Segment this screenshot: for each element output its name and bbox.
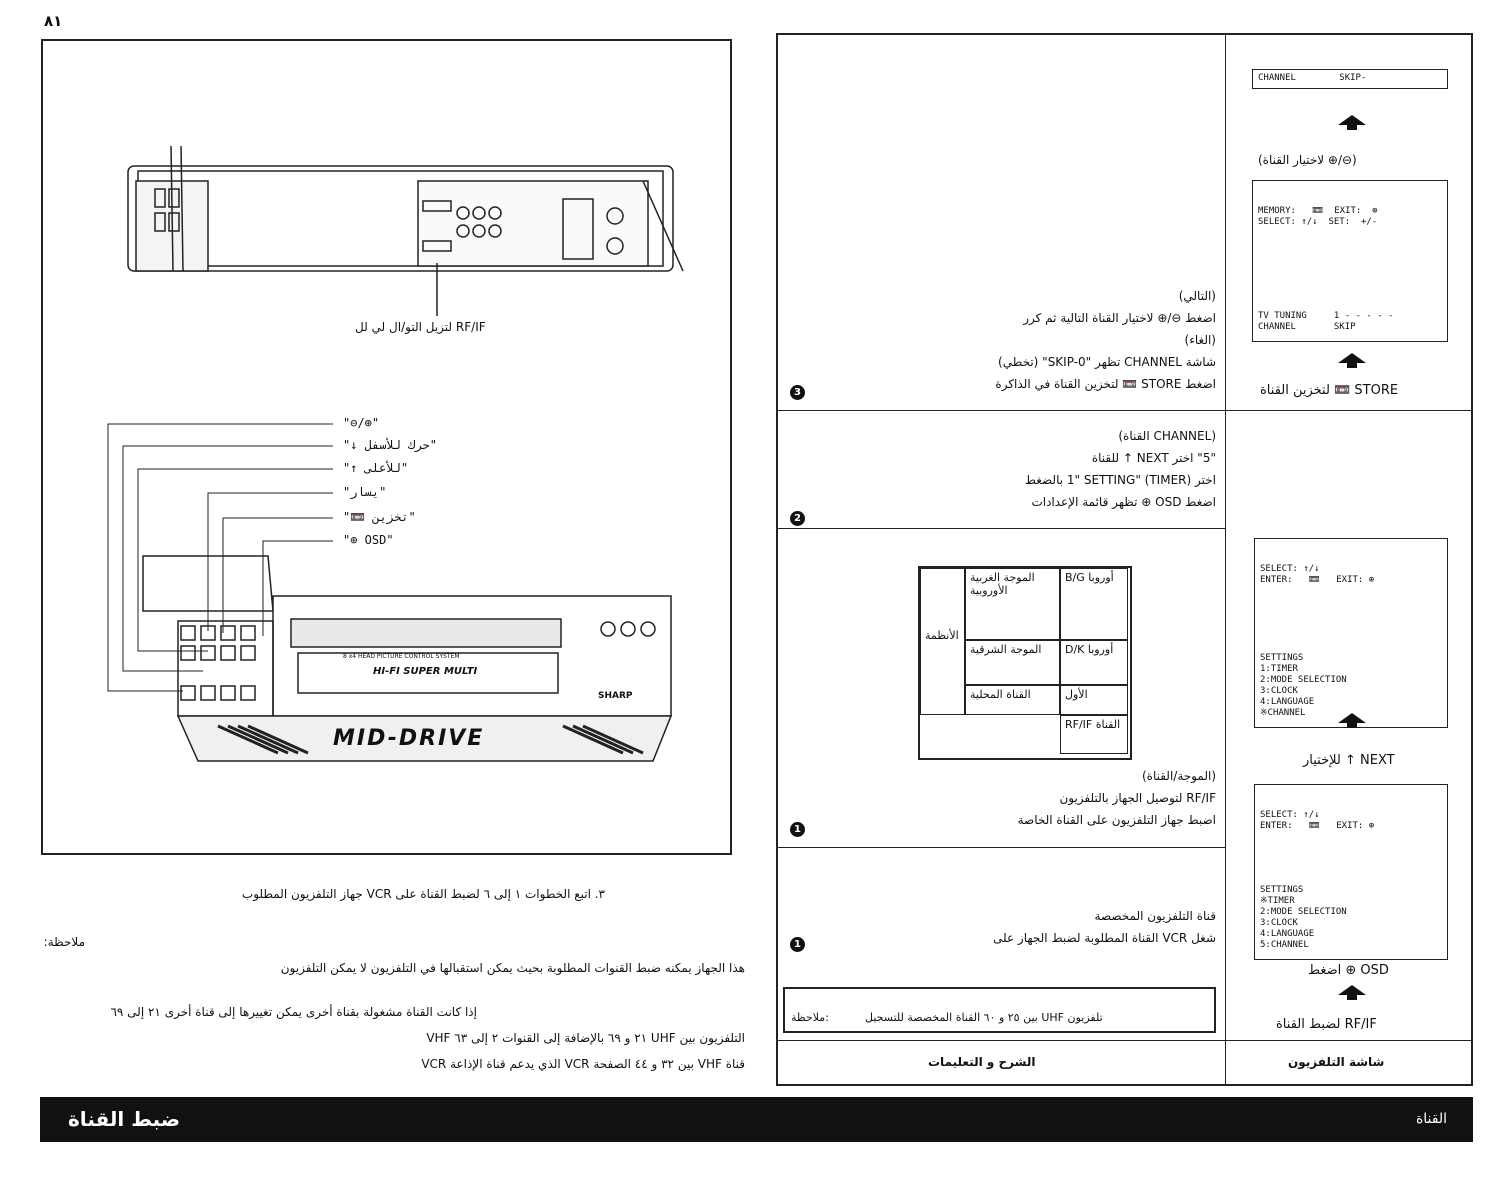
footer-right-text: القناة — [1415, 1111, 1447, 1127]
figure-box — [41, 39, 732, 855]
step-0-marker: 1 — [790, 937, 805, 952]
bottom-note-3: هذا الجهاز يمكنه ضبط القنوات المطلوبة بحيث يمكن استقبالها في التلفزيون لا يمكن التلفزيون — [280, 961, 745, 975]
sys-r1c1: B/G أوروبا — [1060, 568, 1128, 640]
step-1-line-3: (الموجة/القناة) — [1141, 769, 1216, 783]
step-3-line-1: اضغط STORE 📼 لتخزين القناة في الذاكرة — [995, 377, 1216, 391]
step-2-line-4: (CHANNEL القناة) — [1118, 429, 1216, 443]
step-3-line-5: (التالي) — [1178, 289, 1216, 303]
sys-r3c1: الأول — [1060, 685, 1128, 715]
bottom-note-2: ملاحظة: — [43, 935, 85, 949]
btn-label-2: "↓ حرك للأسفل" — [343, 438, 437, 452]
bottom-note-1: ٣. اتبع الخطوات ١ إلى ٦ لضبط القناة على VCR جهاز التلفزيون المطلوب — [241, 887, 605, 901]
note-label: ملاحظة: — [791, 1011, 829, 1024]
arrow-up-1 — [1338, 115, 1366, 130]
screen-settings-text: SETTINGS 1:TIMER 2:MODE SELECTION 3:CLOCK 4:LANGUAGE ※CHANNEL — [1260, 653, 1347, 718]
caption-rf: RF/IF لضبط القناة — [1276, 1017, 1377, 1032]
arrow-up-4 — [1338, 985, 1366, 1000]
footer-bar — [40, 1097, 1473, 1142]
row-divider-right — [1225, 410, 1473, 411]
btn-label-1: "⊖/⊕" — [343, 416, 380, 430]
note-box — [783, 987, 1216, 1033]
step-2-line-2: اختر (TIMER) "1" SETTING بالضغط — [1024, 473, 1216, 487]
vcr-model: HI-FI SUPER MULTI — [373, 666, 478, 677]
step-0-text — [808, 905, 1216, 949]
bottom-note-5: التلفزيون بين UHF ٢١ و ٦٩ بالإضافة إلى القنوات ٢ إلى ٦٣ VHF — [426, 1031, 745, 1045]
screen-tuning-text: TV TUNING 1 - - - - - CHANNEL SKIP — [1258, 311, 1394, 332]
step-2-line-1: اضغط OSD ⊕ تظهر قائمة الإعدادات — [1031, 495, 1216, 509]
screen-settings2-text: SETTINGS ※TIMER 2:MODE SELECTION 3:CLOCK 4:LANGUAGE 5:CHANNEL — [1260, 885, 1347, 950]
step-0-line-2: قناة التلفزيون المخصصة — [1094, 909, 1216, 923]
arrow-up-3 — [1338, 713, 1366, 728]
step-3-line-3: (الغاء) — [1184, 333, 1216, 347]
step-3-marker: 3 — [790, 385, 805, 400]
caption-select-channel: (⊖/⊕ لاختيار القناة) — [1258, 153, 1357, 167]
column-divider — [1225, 35, 1226, 1084]
step-1-marker: 1 — [790, 822, 805, 837]
btn-label-3: "↑ للأعلى" — [343, 461, 409, 475]
step-1-line-1: اضبط جهاز التلفزيون على القناة الخاصة — [1017, 813, 1216, 827]
sys-r1c2: الموجة الغربية الأوروبية — [965, 568, 1060, 640]
tv-screen-settings — [1254, 538, 1448, 728]
vcr-name: MID-DRIVE — [333, 726, 485, 751]
sys-r2c2: الموجة الشرقية — [965, 640, 1060, 685]
page-number: ٨١ — [44, 12, 63, 30]
screen-settings-foot: SELECT: ↑/↓ ENTER: 📼 EXIT: ⊕ — [1260, 564, 1375, 585]
vcr-tape-text: 8 x4 HEAD PICTURE CONTROL SYSTEM — [343, 653, 460, 660]
step-1-text — [808, 765, 1216, 831]
sys-r4c1: RF/IF القناة — [1060, 715, 1128, 754]
step-3-text — [808, 285, 1216, 395]
caption-next: NEXT ↑ للإختيار — [1303, 753, 1395, 768]
screen-settings2-foot: SELECT: ↑/↓ ENTER: 📼 EXIT: ⊕ — [1260, 810, 1375, 831]
sys-side: الأنظمة — [920, 568, 965, 715]
row-divider-3 — [778, 847, 1225, 848]
row-divider-1 — [778, 410, 1225, 411]
bottom-note-6: قناة VHF بين ٣٢ و ٤٤ الصفحة VCR الذي يدعم قناة الإذاعة VCR — [421, 1057, 745, 1071]
step-2-line-3: "5" اختر NEXT ↑ للقناة — [1091, 451, 1216, 465]
btn-label-4: "يسار" — [343, 485, 387, 499]
tv-screen-skip: CHANNEL SKIP- — [1252, 69, 1448, 89]
header-left: الشرح و التعليمات — [928, 1055, 1036, 1069]
systems-table — [918, 566, 1132, 760]
caption-store: STORE 📼 لتخزين القناة — [1260, 383, 1399, 398]
step-2-marker: 2 — [790, 511, 805, 526]
caption-osd: OSD ⊕ اضغط — [1308, 963, 1389, 978]
note-text: تلفزيون UHF بين ٢٥ و ٦٠ القناة المخصصة للتسجيل — [865, 1011, 1103, 1024]
header-divider — [778, 1040, 1473, 1041]
step-0-line-1: شغل VCR القناة المطلوبة لضبط الجهاز على — [992, 931, 1216, 945]
vcr-rear-panel — [128, 146, 683, 316]
vcr-brand: SHARP — [598, 691, 633, 701]
screen-store-text: MEMORY: 📼 EXIT: ⊕ SELECT: ↑/↓ SET: +/- — [1258, 206, 1378, 227]
row-divider-2 — [778, 528, 1225, 529]
tv-screen-settings-2 — [1254, 784, 1448, 960]
arrow-up-2 — [1338, 353, 1366, 368]
btn-label-6: "⊕ OSD" — [343, 533, 394, 547]
sys-r2c1: D/K أوروبا — [1060, 640, 1128, 685]
instructions-table — [776, 33, 1473, 1086]
step-2-text — [808, 425, 1216, 513]
tv-screen-tuning — [1252, 180, 1448, 342]
step-3-line-4: اضغط ⊖/⊕ لاختيار القناة التالية ثم كرر — [1023, 311, 1216, 325]
step-1-line-2: RF/IF لتوصيل الجهاز بالتلفزيون — [1059, 791, 1216, 805]
footer-left-text: ضبط القناة — [68, 1107, 181, 1131]
sys-r3c2: القناة المحلية — [965, 685, 1060, 715]
header-right: شاشة التلفزيون — [1288, 1055, 1385, 1069]
btn-label-5: "📼 تخزين" — [343, 510, 416, 524]
bottom-note-4: إذا كانت القناة مشغولة بقناة أخرى يمكن تغييرها إلى قناة أخرى ٢١ إلى ٦٩ — [110, 1005, 477, 1019]
rf-if-label: RF/IF لتزيل التو/ال لي لل — [355, 320, 486, 334]
step-3-line-2: شاشة CHANNEL تظهر "SKIP-0" (تخطي) — [998, 355, 1216, 369]
